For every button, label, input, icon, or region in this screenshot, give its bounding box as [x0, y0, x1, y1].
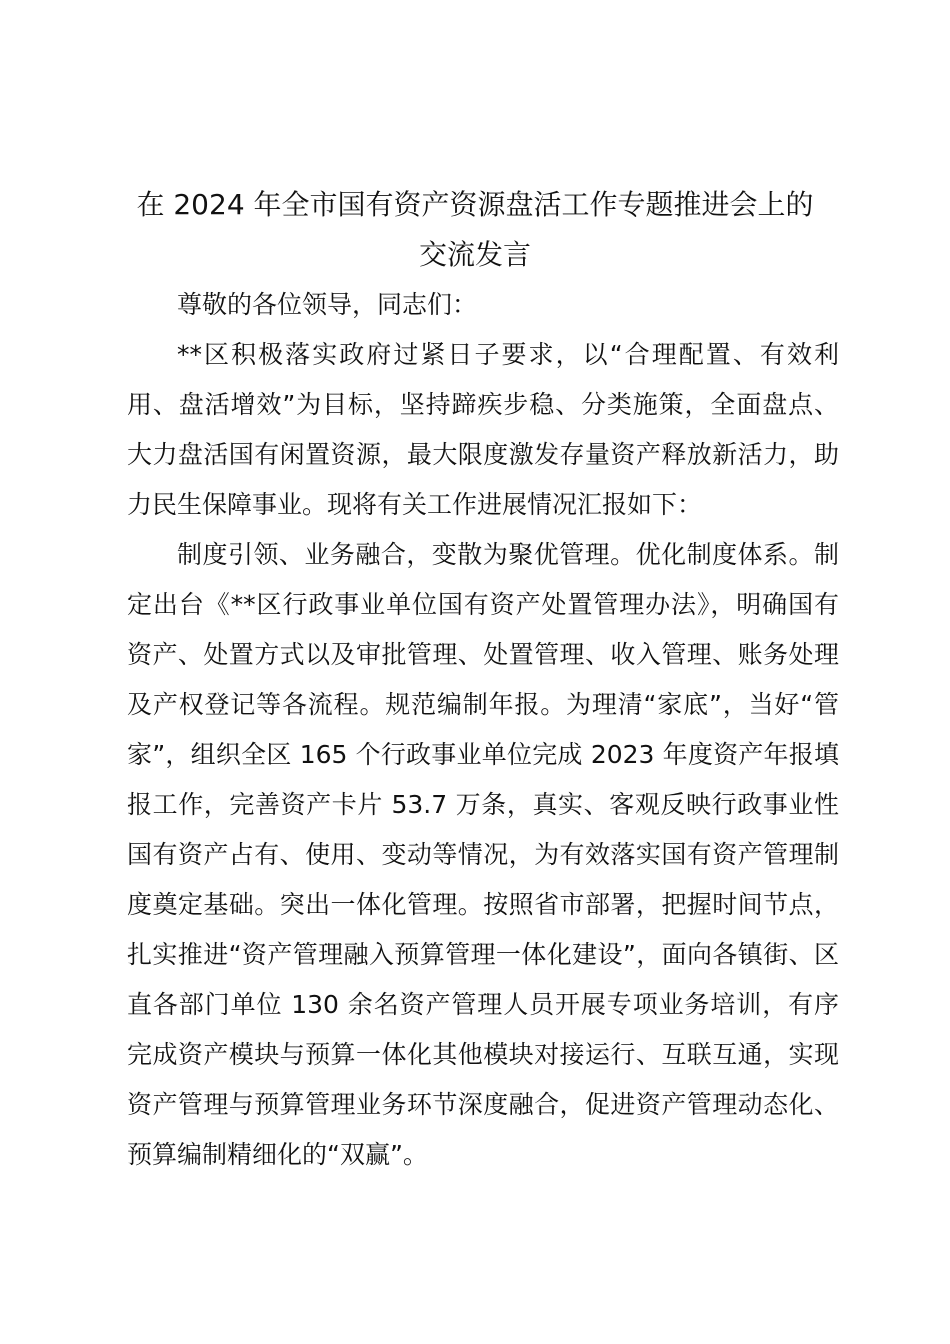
- document-body: [127, 280, 839, 1180]
- title-line-2: 交流发言: [418, 238, 531, 271]
- salutation: 尊敬的各位领导，同志们：: [177, 290, 478, 319]
- document-title: [120, 180, 830, 280]
- title-line-1: 在 2024 年全市国有资产资源盘活工作专题推进会上的: [136, 188, 814, 221]
- paragraph-intro: **区积极落实政府过紧日子要求，以“合理配置、有效利用、盘活增效”为目标，坚持蹄疾步稳、分类施策，全面盘点、大力盘活国有闲置资源，最大限度激发存量资产释放新活力，助力民生保障事业。现将有关工作进展情况汇报如下：: [127, 340, 839, 519]
- paragraph-system-management: 制度引领、业务融合，变散为聚优管理。优化制度体系。制定出台《**区行政事业单位国有资产处置管理办法》，明确国有资产、处置方式以及审批管理、处置管理、收入管理、账务处理及产权登记等各流程。规范编制年报。为理清“家底”，当好“管家”，组织全区 165 个行政事业单位完成 2023 年度资产年报填报工作，完善资产卡片 53.7 万条，真实、客观反映行政事业性国有资产占有、使用、变动等情况，为有效落实国有资产管理制度奠定基础。突出一体化管理。按照省市部署，把握时间节点，扎实推进“资产管理融入预算管理一体化建设”，面向各镇街、区直各部门单位 130 余名资产管理人员开展专项业务培训，有序完成资产模块与预算一体化其他模块对接运行、互联互通，实现资产管理与预算管理业务环节深度融合，促进资产管理动态化、预算编制精细化的“双赢”。: [127, 540, 839, 1169]
